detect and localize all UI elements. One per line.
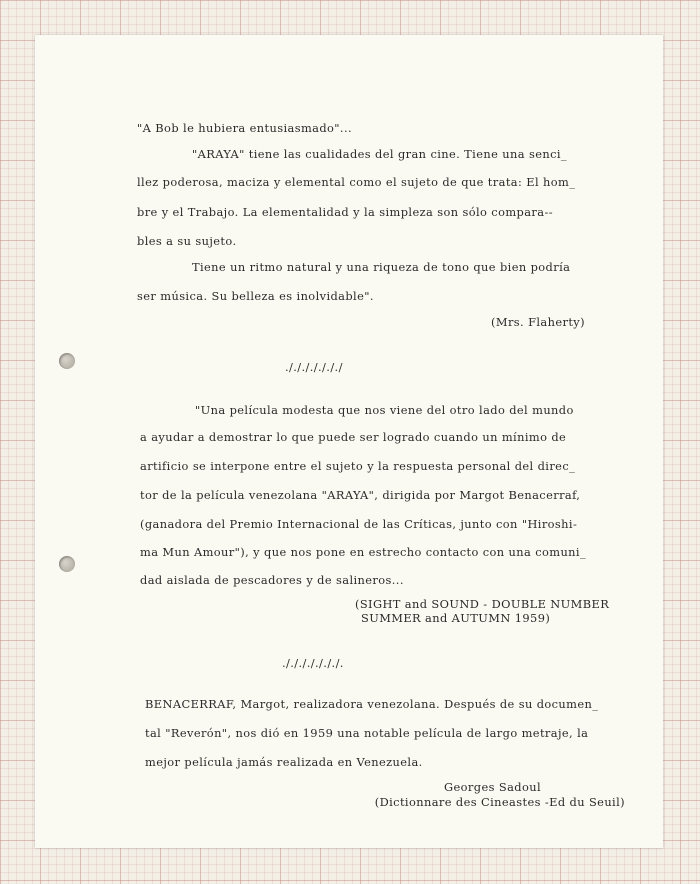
body-line: BENACERRAF, Margot, realizadora venezolana. Después de su documen_ <box>145 697 599 711</box>
attribution-sadoul: Georges Sadoul <box>444 780 541 794</box>
body-line: tal "Reverón", nos dió en 1959 una notable película de largo metraje, la <box>145 726 589 740</box>
typed-document-page <box>35 35 663 848</box>
punch-hole-bottom <box>59 556 75 572</box>
body-line: bre y el Trabajo. La elementalidad y la simpleza son sólo compara-- <box>137 205 553 219</box>
attribution-flaherty: (Mrs. Flaherty) <box>491 315 585 329</box>
body-line: Tiene un ritmo natural y una riqueza de tono que bien podría <box>192 260 571 274</box>
body-line: mejor película jamás realizada en Venezuela. <box>145 755 423 769</box>
body-line: "Una película modesta que nos viene del otro lado del mundo <box>195 403 574 417</box>
body-line: (ganadora del Premio Internacional de las Críticas, junto con "Hiroshi- <box>140 517 578 531</box>
section-divider: ./././././././ <box>285 360 343 374</box>
body-line: ma Mun Amour"), y que nos pone en estrecho contacto con una comuni_ <box>140 545 587 559</box>
quote-intro: "A Bob le hubiera entusiasmado"... <box>137 121 352 135</box>
attribution-sight-sound: (SIGHT and SOUND - DOUBLE NUMBER <box>355 597 610 611</box>
punch-hole-top <box>59 353 75 369</box>
attribution-sight-sound: SUMMER and AUTUMN 1959) <box>361 611 551 625</box>
body-line: bles a su sujeto. <box>137 234 237 248</box>
section-divider: ./././././././. <box>282 656 344 670</box>
body-line: artificio se interpone entre el sujeto y la respuesta personal del direc_ <box>140 459 576 473</box>
body-line: llez poderosa, maciza y elemental como el sujeto de que trata: El hom_ <box>137 175 576 189</box>
body-line: tor de la película venezolana "ARAYA", dirigida por Margot Benacerraf, <box>140 488 581 502</box>
attribution-dictionnaire: (Dictionnare des Cineastes -Ed du Seuil) <box>374 795 625 809</box>
body-line: ser música. Su belleza es inolvidable". <box>137 289 374 303</box>
body-line: dad aislada de pescadores y de salineros... <box>140 573 404 587</box>
body-line: a ayudar a demostrar lo que puede ser logrado cuando un mínimo de <box>140 430 567 444</box>
body-line: "ARAYA" tiene las cualidades del gran cine. Tiene una senci_ <box>192 147 567 161</box>
